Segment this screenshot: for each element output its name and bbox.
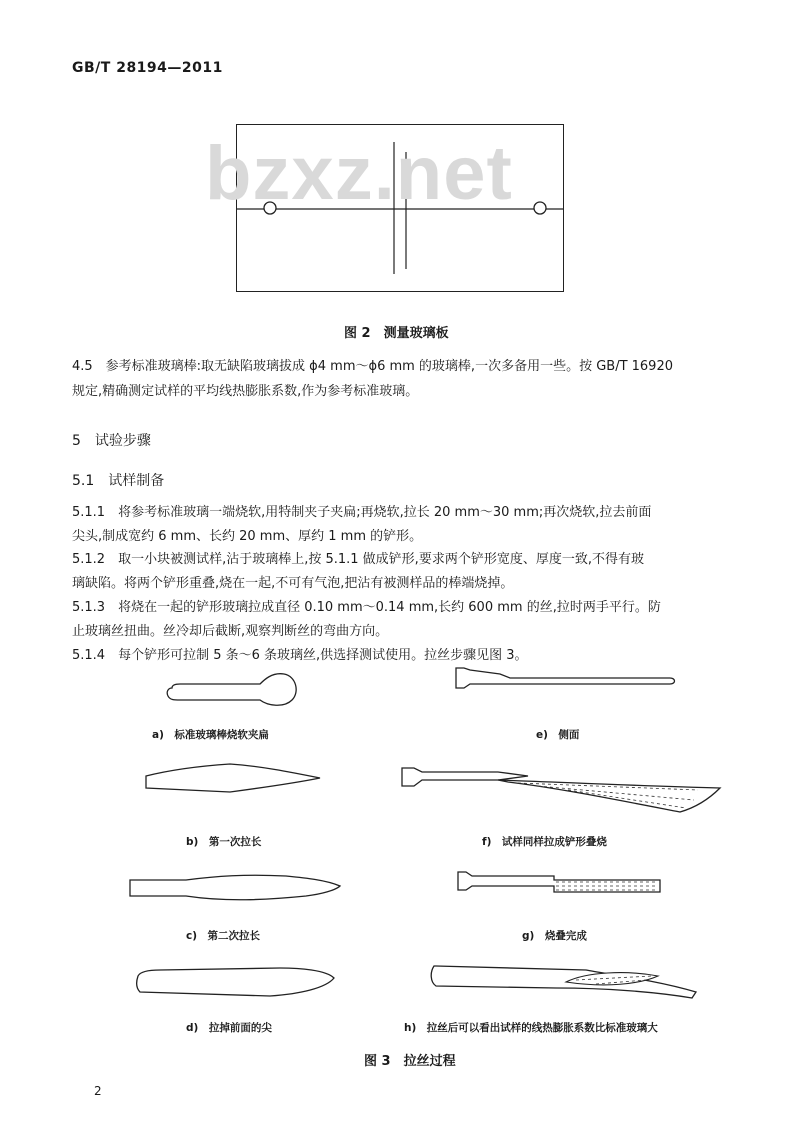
figure-3b-caption: b) 第一次拉长 bbox=[186, 836, 262, 848]
figure-2-caption: 图 2 测量玻璃板 bbox=[344, 326, 449, 341]
figure-3e-caption: e) 侧面 bbox=[536, 729, 580, 741]
figure-3-caption: 图 3 拉丝过程 bbox=[364, 1054, 456, 1069]
clause-5-1-3-line-1: 5.1.3 将烧在一起的铲形玻璃拉成直径 0.10 mm～0.14 mm,长约 600 mm 的丝,拉时两手平行。防 bbox=[72, 600, 661, 615]
figure-3f-drawing bbox=[398, 760, 738, 820]
figure-3a-caption: a) 标准玻璃棒烧软夹扁 bbox=[152, 729, 269, 741]
clause-5-1-4-line-1: 5.1.4 每个铲形可拉制 5 条～6 条玻璃丝,供选择测试使用。拉丝步骤见图 3。 bbox=[72, 648, 528, 663]
figure-3g-drawing bbox=[454, 866, 674, 896]
figure-3h-caption: h) 拉丝后可以看出试样的线热膨胀系数比标准玻璃大 bbox=[404, 1022, 658, 1034]
section-5-1-heading: 5.1 试样制备 bbox=[72, 473, 165, 489]
page-number: 2 bbox=[94, 1084, 102, 1098]
watermark: bzxz.net bbox=[205, 131, 513, 216]
figure-3c-caption: c) 第二次拉长 bbox=[186, 930, 261, 942]
figure-3g-caption: g) 烧叠完成 bbox=[522, 930, 587, 942]
clause-4-5-line-2: 规定,精确测定试样的平均线热膨胀系数,作为参考标准玻璃。 bbox=[72, 384, 419, 399]
figure-3d-drawing bbox=[130, 962, 340, 1002]
clause-5-1-1-line-2: 尖头,制成宽约 6 mm、长约 20 mm、厚约 1 mm 的铲形。 bbox=[72, 529, 423, 544]
clause-5-1-3-line-2: 止玻璃丝扭曲。丝冷却后截断,观察判断丝的弯曲方向。 bbox=[72, 624, 389, 639]
figure-3e-drawing bbox=[450, 664, 680, 694]
figure-3a-drawing bbox=[160, 670, 300, 710]
clause-4-5-line-1: 4.5 参考标准玻璃棒:取无缺陷玻璃拔成 ϕ4 mm～ϕ6 mm 的玻璃棒,一次多备用一些。按 GB/T 16920 bbox=[72, 359, 673, 374]
section-5-heading: 5 试验步骤 bbox=[72, 433, 151, 449]
standard-code: GB/T 28194—2011 bbox=[72, 60, 223, 76]
figure-3f-caption: f) 试样同样拉成铲形叠烧 bbox=[482, 836, 607, 848]
clause-5-1-1-line-1: 5.1.1 将参考标准玻璃一端烧软,用特制夹子夹扁;再烧软,拉长 20 mm～30 mm;再次烧软,拉去前面 bbox=[72, 505, 652, 520]
clause-5-1-2-line-2: 璃缺陷。将两个铲形重叠,烧在一起,不可有气泡,把沾有被测样品的棒端烧掉。 bbox=[72, 576, 514, 591]
figure-3d-caption: d) 拉掉前面的尖 bbox=[186, 1022, 272, 1034]
figure-3h-drawing bbox=[426, 958, 706, 1008]
clause-5-1-2-line-1: 5.1.2 取一小块被测试样,沾于玻璃棒上,按 5.1.1 做成铲形,要求两个铲形宽度、厚度一致,不得有玻 bbox=[72, 552, 644, 567]
figure-3c-drawing bbox=[126, 870, 346, 910]
figure-3b-drawing bbox=[140, 760, 330, 800]
